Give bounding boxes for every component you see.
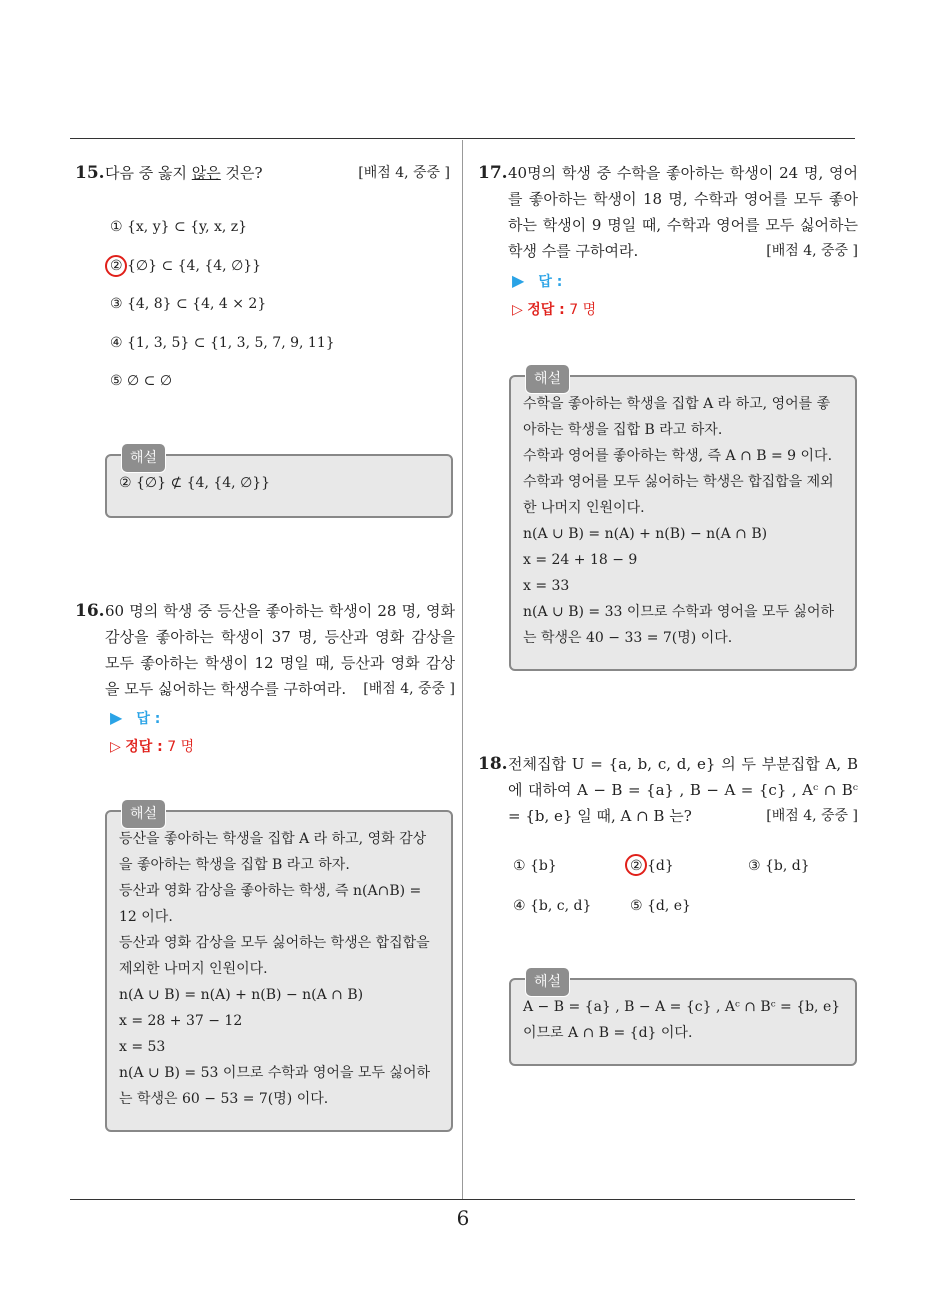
q15-choice-4[interactable]: ④ {1, 3, 5} ⊂ {1, 3, 5, 7, 9, 11} bbox=[110, 335, 335, 351]
question-16 bbox=[75, 598, 455, 702]
outline-triangle-icon: ▷ bbox=[110, 739, 121, 755]
top-rule bbox=[70, 138, 855, 139]
question-15-points: [배점 4, 중중 ] bbox=[358, 165, 450, 181]
q17-answer-field[interactable]: ▶ 답 : bbox=[512, 271, 563, 290]
question-17-number: 17. bbox=[478, 163, 508, 183]
question-18-points: [배점 4, 중중 ] bbox=[766, 808, 858, 824]
question-16-number: 16. bbox=[75, 601, 105, 621]
q18-choice-4[interactable]: ④ {b, c, d} bbox=[513, 898, 592, 914]
question-18 bbox=[478, 751, 858, 829]
q17-correct-answer: ▷ 정답 : 7 명 bbox=[512, 302, 597, 318]
bottom-rule bbox=[70, 1199, 855, 1200]
column-divider bbox=[462, 140, 463, 1200]
q15-choice-3[interactable]: ③ {4, 8} ⊂ {4, 4 × 2} bbox=[110, 296, 267, 312]
q16-correct-answer: ▷ 정답 : 7 명 bbox=[110, 739, 195, 755]
question-17-text: 40명의 학생 중 수학을 좋아하는 학생이 24 명, 영어를 좋아하는 학생이 18 명, 수학과 영어를 모두 좋아하는 학생이 9 명일 때, 수학과 영어를 모두 싫어하는 학생 수를 구하여라. bbox=[508, 164, 858, 260]
play-triangle-icon: ▶ bbox=[512, 271, 525, 290]
question-17-points: [배점 4, 중중 ] bbox=[766, 243, 858, 259]
q15-choice-2[interactable]: ② {∅} ⊂ {4, {4, ∅}} bbox=[110, 258, 262, 274]
q18-solution-box: 해설 A − B = {a} , B − A = {c} , Aᶜ ∩ Bᶜ = {b, e} 이므로 A ∩ B = {d} 이다. bbox=[509, 978, 857, 1066]
question-18-text: 전체집합 U = {a, b, c, d, e} 의 두 부분집합 A, B 에 대하여 A − B = {a} , B − A = {c} , Aᶜ ∩ Bᶜ = {b, e} 일 때, A ∩ B 는? bbox=[508, 755, 858, 825]
question-15 bbox=[75, 160, 450, 186]
question-16-text: 60 명의 학생 중 등산을 좋아하는 학생이 28 명, 영화 감상을 좋아하는 학생이 37 명, 등산과 영화 감상을 모두 좋아하는 학생이 12 명일 때, 등산과 영화 감상을 모두 싫어하는 학생수를 구하여라. bbox=[105, 602, 455, 698]
question-15-text: 다음 중 옳지 않은 것은? [배점 4, 중중 ] bbox=[105, 160, 450, 186]
q16-solution-tag: 해설 bbox=[121, 799, 166, 829]
q15-choice-1[interactable]: ① {x, y} ⊂ {y, x, z} bbox=[110, 219, 248, 235]
q18-choice-1[interactable]: ① {b} bbox=[513, 858, 557, 874]
outline-triangle-icon: ▷ bbox=[512, 302, 523, 318]
question-15-number: 15. bbox=[75, 163, 105, 183]
q15-selected-mark bbox=[105, 255, 127, 277]
q17-solution-box: 해설 수학을 좋아하는 학생을 집합 A 라 하고, 영어를 좋아하는 학생을 집합 B 라고 하자. 수학과 영어를 좋아하는 학생, 즉 A ∩ B = 9 이다. 수학과 영어를 모두 싫어하는 학생은 합집합을 제외한 나머지 인원이다. n(A ∪ B) = n(A) + n(B) − n(A ∩ B) x = 24 + 18 − 9 x = 33 n(A ∪ B) = 33 이므로 수학과 영어을 모두 싫어하는 학생은 40 − 33 = 7(명) 이다. bbox=[509, 375, 857, 671]
q17-solution-tag: 해설 bbox=[525, 364, 570, 394]
q16-answer-field[interactable]: ▶ 답 : bbox=[110, 708, 161, 727]
question-18-number: 18. bbox=[478, 754, 508, 774]
q18-selected-mark bbox=[625, 854, 647, 876]
q18-choice-5[interactable]: ⑤ {d, e} bbox=[630, 898, 691, 914]
q15-solution-box bbox=[105, 450, 453, 518]
q18-solution-tag: 해설 bbox=[525, 967, 570, 997]
q18-choice-2[interactable]: ② {d} bbox=[630, 858, 674, 874]
play-triangle-icon: ▶ bbox=[110, 708, 123, 727]
q15-solution-line: ② {∅} ⊄ {4, {4, ∅}} bbox=[119, 475, 271, 491]
question-16-points: [배점 4, 중중 ] bbox=[363, 681, 455, 697]
q15-choice-5[interactable]: ⑤ ∅ ⊂ ∅ bbox=[110, 373, 173, 389]
q15-solution-tag: 해설 bbox=[121, 443, 166, 473]
q18-choice-3[interactable]: ③ {b, d} bbox=[748, 858, 810, 874]
question-15-header bbox=[75, 160, 450, 186]
q16-solution-box: 해설 등산을 좋아하는 학생을 집합 A 라 하고, 영화 감상을 좋아하는 학생을 집합 B 라고 하자. 등산과 영화 감상을 좋아하는 학생, 즉 n(A∩B) = 12 이다. 등산과 영화 감상을 모두 싫어하는 학생은 합집합을 제외한 나머지 인원이다. n(A ∪ B) = n(A) + n(B) − n(A ∩ B) x = 28 + 37 − 12 x = 53 n(A ∪ B) = 53 이므로 수학과 영어을 모두 싫어하는 학생은 60 − 53 = 7(명) 이다. bbox=[105, 810, 453, 1132]
page-number: 6 bbox=[456, 1206, 470, 1230]
question-17 bbox=[478, 160, 858, 264]
